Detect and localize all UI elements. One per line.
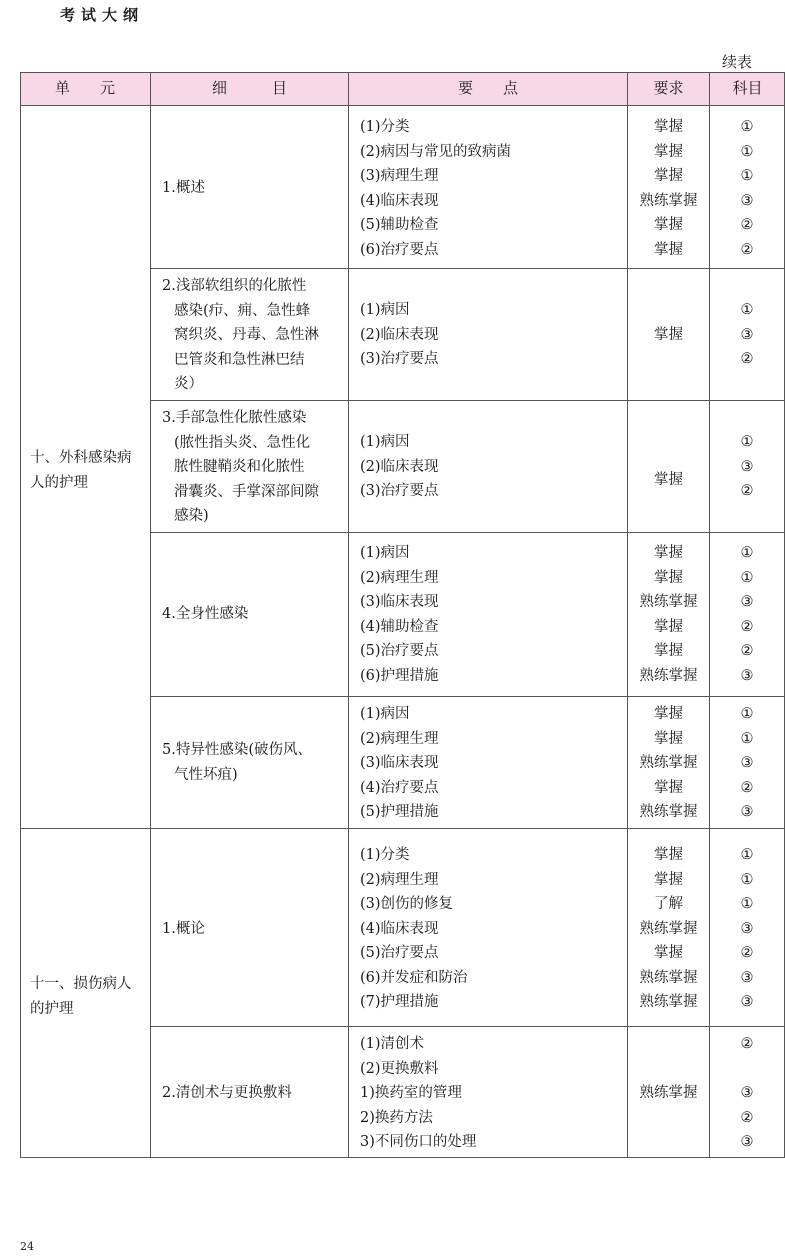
header-divider xyxy=(20,105,785,106)
detail-line: 2.浅部软组织的化脓性 xyxy=(162,278,307,294)
requirement-item: 掌握 xyxy=(654,327,683,343)
detail-line: 5.特异性感染(破伤风、 xyxy=(162,742,312,758)
detail-line: 窝织炎、丹毒、急性淋 xyxy=(174,327,319,343)
requirement-item: 熟练掌握 xyxy=(639,1085,698,1101)
requirement-cell xyxy=(628,468,709,493)
subject-item: ① xyxy=(740,847,754,863)
point-item: (5)护理措施 xyxy=(360,804,439,820)
unit-title-line: 人的护理 xyxy=(30,474,88,491)
requirement-item: 掌握 xyxy=(654,706,683,722)
points-cell xyxy=(360,702,439,825)
point-item: (3)治疗要点 xyxy=(360,351,439,367)
subject-item: ② xyxy=(740,779,754,796)
point-item: (4)治疗要点 xyxy=(360,779,439,796)
detail-line: 感染(疖、痈、急性蜂 xyxy=(174,302,311,319)
table-border-bottom xyxy=(20,1157,785,1158)
subject-item: ③ xyxy=(740,667,754,684)
subject-item: ① xyxy=(740,434,754,450)
subject-item: ② xyxy=(740,217,754,233)
subject-cell xyxy=(710,1032,784,1155)
subject-item: ① xyxy=(740,871,754,888)
subject-item: ② xyxy=(740,643,754,659)
header-subject: 科目 xyxy=(732,79,763,97)
row-divider xyxy=(150,532,785,533)
subject-item: ① xyxy=(740,730,754,747)
detail-cell xyxy=(162,738,312,787)
subject-item: ③ xyxy=(740,1134,754,1150)
point-item: (4)辅助检查 xyxy=(360,618,439,635)
point-item: (1)分类 xyxy=(360,119,410,135)
subject-item: ③ xyxy=(740,1085,754,1101)
row-divider xyxy=(150,268,785,269)
points-cell xyxy=(360,430,439,504)
point-item: (2)临床表现 xyxy=(360,458,439,475)
requirement-item: 熟练掌握 xyxy=(639,920,698,937)
requirement-item: 熟练掌握 xyxy=(639,994,698,1010)
table-border-top xyxy=(20,72,785,73)
detail-line: 滑囊炎、手掌深部间隙 xyxy=(174,483,319,500)
point-item: (1)病因 xyxy=(360,545,410,561)
point-item: (2)病理生理 xyxy=(360,871,439,888)
points-cell xyxy=(360,1032,476,1155)
detail-line: 3.手部急性化脓性感染 xyxy=(162,410,307,426)
subject-item: ③ xyxy=(740,192,754,209)
subject-item: ② xyxy=(740,945,754,961)
subject-item: ③ xyxy=(740,994,754,1010)
subject-cell xyxy=(710,702,784,825)
subject-item: ③ xyxy=(740,594,754,610)
point-item: (7)护理措施 xyxy=(360,994,439,1010)
continued-label: 续表 xyxy=(722,53,753,71)
subject-item: ① xyxy=(740,168,754,184)
point-item: (3)创伤的修复 xyxy=(360,896,454,912)
requirement-item: 掌握 xyxy=(654,472,683,488)
page-number: 24 xyxy=(20,1240,34,1253)
row-divider xyxy=(150,696,785,697)
subject-item: ③ xyxy=(740,969,754,986)
subject-item xyxy=(710,1057,784,1082)
requirement-item: 掌握 xyxy=(654,119,683,135)
requirement-cell xyxy=(628,702,709,825)
point-item: (5)治疗要点 xyxy=(360,643,439,659)
subject-cell xyxy=(710,115,784,262)
subject-item: ③ xyxy=(740,804,754,820)
unit-cell xyxy=(30,972,148,1021)
points-cell xyxy=(360,298,439,372)
detail-line: 气性坏疽) xyxy=(174,766,238,783)
point-item: (6)治疗要点 xyxy=(360,241,439,258)
requirement-item: 掌握 xyxy=(654,730,683,747)
point-item: (3)病理生理 xyxy=(360,168,439,184)
point-item: (2)病理生理 xyxy=(360,730,439,747)
requirement-item: 掌握 xyxy=(654,143,683,160)
header-detail: 细 目 xyxy=(211,79,287,97)
header-title: 考试大纲 xyxy=(60,6,145,24)
point-item: 3)不同伤口的处理 xyxy=(360,1134,477,1150)
subject-item: ③ xyxy=(740,326,754,343)
detail-line: 1.概论 xyxy=(162,921,205,937)
point-item: (3)临床表现 xyxy=(360,755,439,771)
unit-title-line: 十、外科感染病 xyxy=(30,450,132,466)
header-unit: 单 元 xyxy=(54,79,115,97)
points-cell xyxy=(360,843,468,1015)
point-item: (2)病理生理 xyxy=(360,569,439,586)
unit-divider xyxy=(20,828,785,829)
detail-line: 1.概述 xyxy=(162,180,205,196)
point-item: (3)临床表现 xyxy=(360,594,439,610)
subject-cell xyxy=(710,298,784,372)
subject-item: ① xyxy=(740,302,754,318)
point-item: (2)临床表现 xyxy=(360,326,439,343)
subject-cell xyxy=(710,843,784,1015)
points-cell xyxy=(360,541,439,688)
point-item: (1)病因 xyxy=(360,706,410,722)
subject-cell xyxy=(710,430,784,504)
detail-line: (脓性指头炎、急性化 xyxy=(174,434,311,451)
detail-line: 2.清创术与更换敷料 xyxy=(162,1085,292,1101)
requirement-item: 掌握 xyxy=(654,847,683,863)
requirement-item: 掌握 xyxy=(654,569,683,586)
requirement-item: 掌握 xyxy=(654,241,683,258)
subject-item: ② xyxy=(740,241,754,258)
requirement-cell xyxy=(628,1081,709,1106)
requirement-item: 掌握 xyxy=(654,618,683,635)
subject-item: ③ xyxy=(740,755,754,771)
row-divider xyxy=(150,1026,785,1027)
point-item: (1)病因 xyxy=(360,434,410,450)
point-item: (1)清创术 xyxy=(360,1036,425,1052)
subject-item: ② xyxy=(740,618,754,635)
requirement-item: 了解 xyxy=(654,896,683,912)
requirement-item: 熟练掌握 xyxy=(639,969,698,986)
header-points: 要 点 xyxy=(457,79,518,97)
point-item: 1)换药室的管理 xyxy=(360,1085,462,1101)
detail-cell xyxy=(162,917,205,942)
requirement-cell xyxy=(628,541,709,688)
subject-item: ③ xyxy=(740,920,754,937)
subject-item: ② xyxy=(740,483,754,499)
requirement-item: 掌握 xyxy=(654,871,683,888)
column-divider xyxy=(150,72,151,1158)
row-divider xyxy=(150,400,785,401)
requirement-item: 掌握 xyxy=(654,945,683,961)
point-item: (6)护理措施 xyxy=(360,667,439,684)
requirement-item: 掌握 xyxy=(654,545,683,561)
point-item: (5)辅助检查 xyxy=(360,217,439,233)
header-requirement: 要求 xyxy=(653,79,684,97)
points-cell xyxy=(360,115,511,262)
subject-cell xyxy=(710,541,784,688)
subject-item: ① xyxy=(740,545,754,561)
detail-line: 炎） xyxy=(174,376,203,392)
detail-cell xyxy=(162,274,319,397)
point-item: (3)治疗要点 xyxy=(360,483,439,499)
point-item: (2)更换敷料 xyxy=(360,1060,439,1077)
detail-line: 巴管炎和急性淋巴结 xyxy=(174,351,305,368)
requirement-item: 熟练掌握 xyxy=(639,804,698,820)
requirement-item: 掌握 xyxy=(654,168,683,184)
requirement-item: 熟练掌握 xyxy=(639,755,698,771)
syllabus-table xyxy=(20,72,785,1158)
unit-cell xyxy=(30,446,148,495)
detail-line: 感染) xyxy=(174,508,209,524)
requirement-item: 掌握 xyxy=(654,779,683,796)
requirement-cell xyxy=(628,323,709,348)
point-item: (1)分类 xyxy=(360,847,410,863)
requirement-cell xyxy=(628,115,709,262)
detail-cell xyxy=(162,1081,292,1106)
subject-item: ① xyxy=(740,143,754,160)
point-item: (4)临床表现 xyxy=(360,920,439,937)
subject-item: ① xyxy=(740,896,754,912)
requirement-cell xyxy=(628,843,709,1015)
unit-title-line: 十一、损伤病人 xyxy=(30,976,132,992)
column-divider xyxy=(348,72,349,1158)
subject-item: ③ xyxy=(740,458,754,475)
subject-item: ① xyxy=(740,119,754,135)
detail-line: 4.全身性感染 xyxy=(162,606,249,622)
point-item: (6)并发症和防治 xyxy=(360,969,468,986)
detail-cell xyxy=(162,602,248,627)
point-item: (4)临床表现 xyxy=(360,192,439,209)
subject-item: ② xyxy=(740,1036,754,1052)
detail-cell xyxy=(162,176,205,201)
requirement-item: 熟练掌握 xyxy=(639,192,698,209)
requirement-item: 熟练掌握 xyxy=(639,667,698,684)
subject-item: ① xyxy=(740,706,754,722)
subject-item: ② xyxy=(740,351,754,367)
point-item: (1)病因 xyxy=(360,302,410,318)
requirement-item: 熟练掌握 xyxy=(639,594,698,610)
subject-item: ② xyxy=(740,1109,754,1126)
unit-title-line: 的护理 xyxy=(30,1000,74,1017)
detail-cell xyxy=(162,406,319,529)
requirement-item: 掌握 xyxy=(654,217,683,233)
table-border-left xyxy=(20,72,21,1158)
point-item: (5)治疗要点 xyxy=(360,945,439,961)
detail-line: 脓性腱鞘炎和化脓性 xyxy=(174,459,305,475)
requirement-item: 掌握 xyxy=(654,643,683,659)
point-item: 2)换药方法 xyxy=(360,1109,433,1126)
subject-item: ① xyxy=(740,569,754,586)
point-item: (2)病因与常见的致病菌 xyxy=(360,143,512,160)
